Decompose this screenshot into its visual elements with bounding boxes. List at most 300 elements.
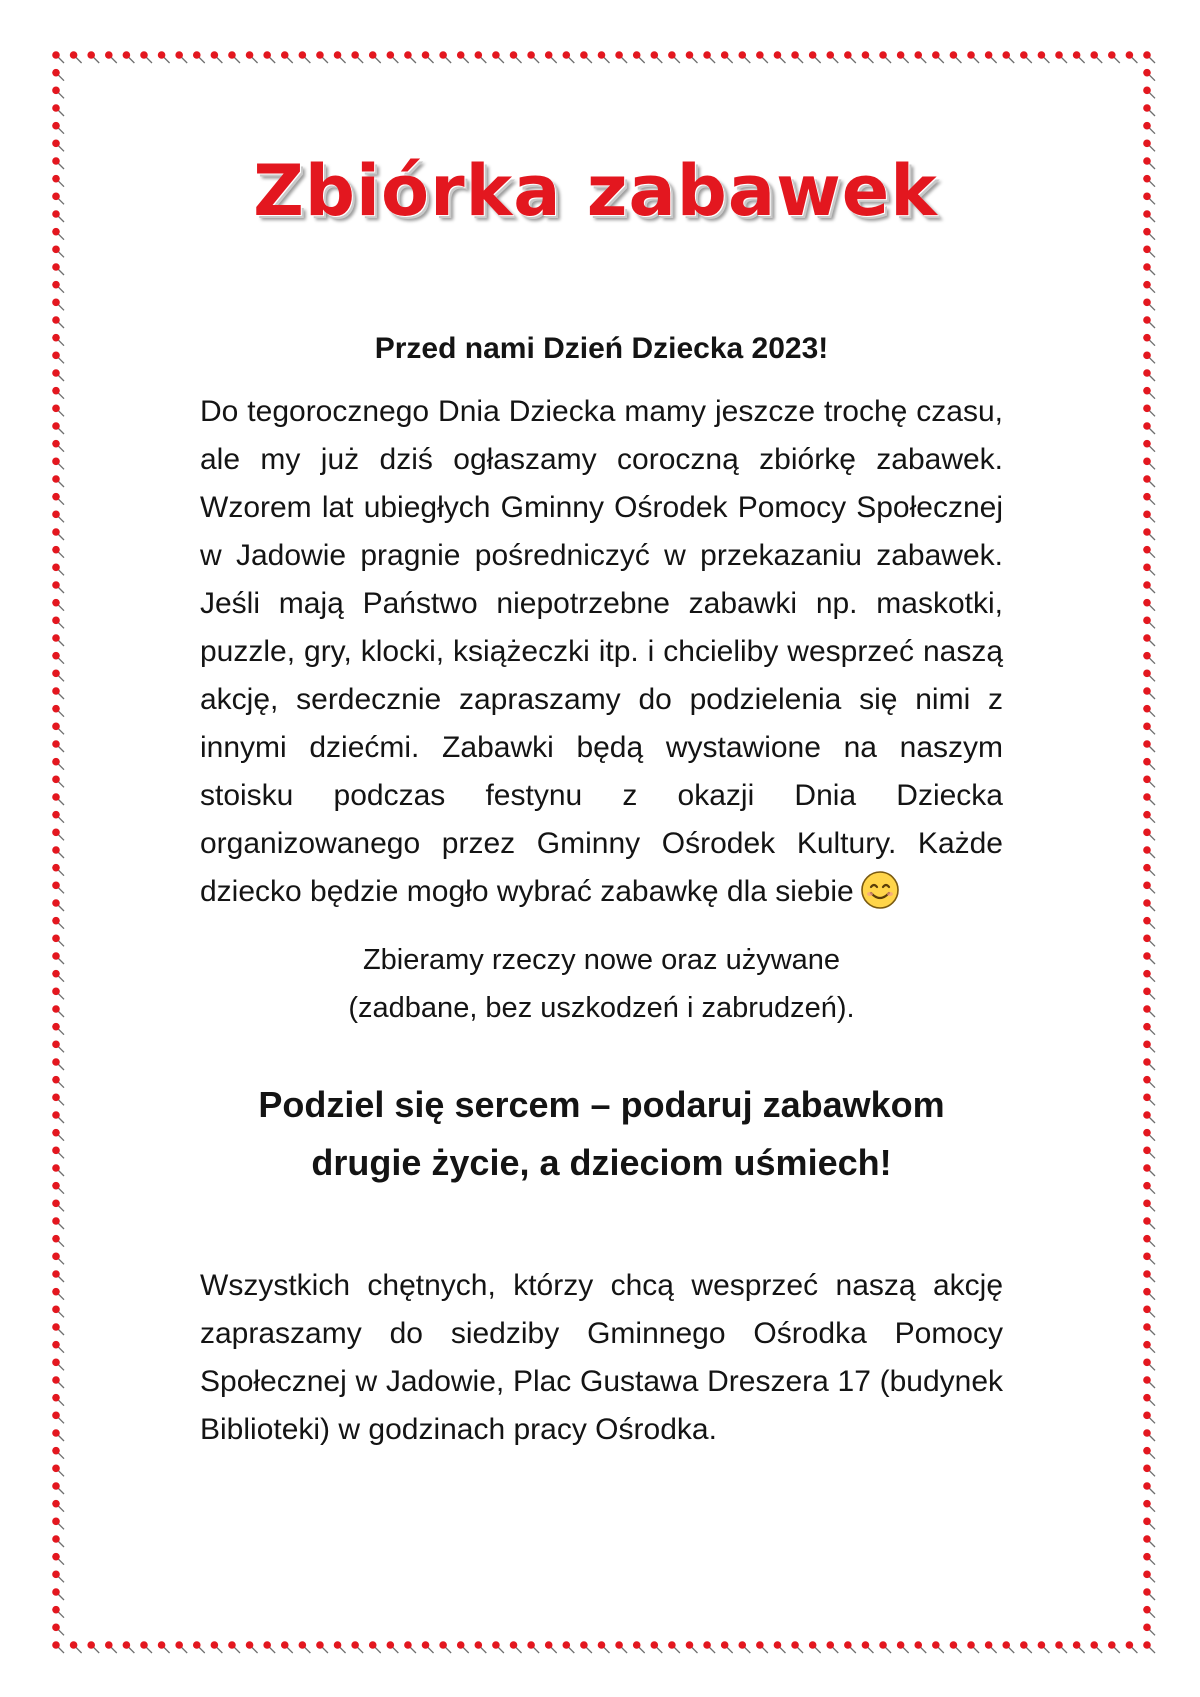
lollipop-dot bbox=[1108, 1641, 1120, 1653]
lollipop-dot bbox=[862, 1641, 874, 1653]
lollipop-dot bbox=[809, 1641, 821, 1653]
lollipop-dot bbox=[52, 1588, 64, 1600]
lollipop-dot bbox=[52, 387, 64, 399]
lollipop-dot bbox=[52, 493, 64, 505]
lollipop-dot bbox=[1090, 51, 1102, 63]
lollipop-dot bbox=[52, 1005, 64, 1017]
lollipop-dot bbox=[404, 1641, 416, 1653]
lollipop-dot bbox=[52, 1641, 64, 1653]
lollipop-dot bbox=[457, 51, 469, 63]
lollipop-dot bbox=[1143, 69, 1155, 81]
lollipop-dot bbox=[1143, 1394, 1155, 1406]
lollipop-dot bbox=[228, 51, 240, 63]
lollipop-dot bbox=[774, 1641, 786, 1653]
lollipop-dot bbox=[1143, 1359, 1155, 1371]
lollipop-dot bbox=[52, 1500, 64, 1512]
lollipop-dot bbox=[1143, 1429, 1155, 1441]
lollipop-dot bbox=[52, 422, 64, 434]
lollipop-dot bbox=[1143, 228, 1155, 240]
lollipop-dot bbox=[1143, 1553, 1155, 1565]
lollipop-dot bbox=[633, 1641, 645, 1653]
lollipop-dot bbox=[1143, 776, 1155, 788]
poster-title: Zbiórka zabawek bbox=[253, 150, 938, 232]
lollipop-dot bbox=[334, 51, 346, 63]
lollipop-dot bbox=[1143, 1235, 1155, 1247]
closing-paragraph: Wszystkich chętnych, którzy chcą wesprzeć naszą akcję zapraszamy do siedziby Gminnego Ośrodka Pomocy Społecznej w Jadowie, Plac Gustawa Dreszera 17 (budynek Biblioteki) w godzinach pracy Ośrodka. bbox=[200, 1269, 1003, 1446]
lollipop-dot bbox=[826, 1641, 838, 1653]
lollipop-dot bbox=[52, 1341, 64, 1353]
lollipop-dot bbox=[52, 51, 64, 63]
lollipop-dot bbox=[52, 811, 64, 823]
lollipop-dot bbox=[1143, 1129, 1155, 1141]
lollipop-dot bbox=[52, 1253, 64, 1265]
lollipop-dot bbox=[52, 511, 64, 523]
lollipop-dot bbox=[1143, 970, 1155, 982]
lollipop-dot bbox=[1143, 1341, 1155, 1353]
lollipop-dot bbox=[879, 51, 891, 63]
lollipop-dot bbox=[1055, 51, 1067, 63]
lollipop-dot bbox=[52, 316, 64, 328]
lollipop-dot bbox=[1143, 334, 1155, 346]
lollipop-dot bbox=[1143, 829, 1155, 841]
lollipop-dot bbox=[52, 1359, 64, 1371]
lollipop-dot bbox=[615, 1641, 627, 1653]
lollipop-dot bbox=[52, 1235, 64, 1247]
lollipop-dot bbox=[52, 634, 64, 646]
lollipop-dot bbox=[1143, 599, 1155, 611]
lollipop-dot bbox=[1143, 1164, 1155, 1176]
lollipop-dot bbox=[1126, 1641, 1138, 1653]
lollipop-dot bbox=[914, 1641, 926, 1653]
lollipop-dot bbox=[1143, 564, 1155, 576]
lollipop-dot bbox=[52, 193, 64, 205]
lollipop-dot bbox=[52, 1288, 64, 1300]
lollipop-dot bbox=[1143, 917, 1155, 929]
lollipop-dot bbox=[52, 1111, 64, 1123]
lollipop-dot bbox=[1143, 193, 1155, 205]
lollipop-dot bbox=[563, 51, 575, 63]
lollipop-dot bbox=[1143, 104, 1155, 116]
lollipop-dot bbox=[52, 104, 64, 116]
lollipop-dot bbox=[52, 988, 64, 1000]
poster-content bbox=[200, 150, 1003, 1454]
lollipop-dot bbox=[1143, 1571, 1155, 1583]
lollipop-dot bbox=[52, 1482, 64, 1494]
lollipop-dot bbox=[1073, 1641, 1085, 1653]
lollipop-dot bbox=[281, 51, 293, 63]
lollipop-dot bbox=[158, 1641, 170, 1653]
lollipop-dot bbox=[439, 51, 451, 63]
lollipop-dot bbox=[668, 1641, 680, 1653]
lollipop-dot bbox=[809, 51, 821, 63]
lollipop-dot bbox=[545, 51, 557, 63]
lollipop-dot bbox=[1143, 1182, 1155, 1194]
lollipop-dot bbox=[123, 51, 135, 63]
lollipop-dot bbox=[1143, 617, 1155, 629]
lollipop-dot bbox=[52, 1429, 64, 1441]
lollipop-dot bbox=[650, 51, 662, 63]
lollipop-dot bbox=[1143, 87, 1155, 99]
lollipop-dot bbox=[1143, 882, 1155, 894]
lollipop-dot bbox=[52, 1147, 64, 1159]
smiley-face-icon bbox=[860, 870, 900, 910]
lollipop-dot bbox=[105, 51, 117, 63]
lollipop-dot bbox=[52, 1094, 64, 1106]
lollipop-dot bbox=[914, 51, 926, 63]
lollipop-dot bbox=[52, 882, 64, 894]
lollipop-dot bbox=[52, 1571, 64, 1583]
lollipop-dot bbox=[263, 51, 275, 63]
lollipop-dot bbox=[1143, 1482, 1155, 1494]
lollipop-dot bbox=[52, 1041, 64, 1053]
lollipop-dot bbox=[1143, 1412, 1155, 1424]
lollipop-dot bbox=[316, 51, 328, 63]
lollipop-dot bbox=[87, 51, 99, 63]
lollipop-dot bbox=[1143, 246, 1155, 258]
lollipop-dot bbox=[1143, 1606, 1155, 1618]
lollipop-dot bbox=[52, 670, 64, 682]
lollipop-dot bbox=[492, 51, 504, 63]
lollipop-dot bbox=[527, 1641, 539, 1653]
lollipop-dot bbox=[52, 1200, 64, 1212]
lollipop-dot bbox=[686, 1641, 698, 1653]
lollipop-dot bbox=[52, 705, 64, 717]
lollipop-dot bbox=[492, 1641, 504, 1653]
lollipop-dot bbox=[1143, 1270, 1155, 1282]
lollipop-dot bbox=[1143, 1023, 1155, 1035]
lollipop-dot bbox=[52, 1394, 64, 1406]
lollipop-dot bbox=[1108, 51, 1120, 63]
lollipop-dot bbox=[52, 140, 64, 152]
lollipop-dot bbox=[1143, 952, 1155, 964]
lollipop-dot bbox=[52, 1518, 64, 1530]
lollipop-dot bbox=[1002, 51, 1014, 63]
lollipop-dot bbox=[1143, 740, 1155, 752]
lollipop-dot bbox=[422, 51, 434, 63]
lollipop-dot bbox=[52, 1465, 64, 1477]
lollipop-dot bbox=[457, 1641, 469, 1653]
lollipop-dot bbox=[52, 157, 64, 169]
lollipop-dot bbox=[140, 1641, 152, 1653]
lollipop-dot bbox=[87, 1641, 99, 1653]
lollipop-dot bbox=[1143, 793, 1155, 805]
lollipop-dot bbox=[52, 864, 64, 876]
lollipop-dot bbox=[756, 1641, 768, 1653]
lollipop-dot bbox=[756, 51, 768, 63]
lollipop-dot bbox=[52, 599, 64, 611]
lollipop-dot bbox=[721, 1641, 733, 1653]
lollipop-dot bbox=[598, 1641, 610, 1653]
lollipop-dot bbox=[52, 899, 64, 911]
lollipop-dot bbox=[1143, 652, 1155, 664]
lollipop-dot bbox=[1143, 387, 1155, 399]
lollipop-dot bbox=[246, 51, 258, 63]
lollipop-dot bbox=[52, 87, 64, 99]
lollipop-dot bbox=[246, 1641, 258, 1653]
lollipop-dot bbox=[580, 1641, 592, 1653]
lollipop-dot bbox=[52, 652, 64, 664]
lollipop-dot bbox=[193, 1641, 205, 1653]
lollipop-dot bbox=[897, 1641, 909, 1653]
lollipop-dot bbox=[1143, 1288, 1155, 1300]
lollipop-dot bbox=[1143, 422, 1155, 434]
lollipop-dot bbox=[52, 1023, 64, 1035]
lollipop-dot bbox=[1143, 511, 1155, 523]
lollipop-dot bbox=[1143, 723, 1155, 735]
lollipop-dot bbox=[70, 51, 82, 63]
lollipop-dot bbox=[1143, 1058, 1155, 1070]
lollipop-dot bbox=[52, 69, 64, 81]
lollipop-dot bbox=[1143, 864, 1155, 876]
lollipop-dot bbox=[1143, 1588, 1155, 1600]
lollipop-dot bbox=[52, 1164, 64, 1176]
lollipop-dot bbox=[263, 1641, 275, 1653]
lollipop-dot bbox=[1143, 1624, 1155, 1636]
lollipop-dot bbox=[1143, 758, 1155, 770]
lollipop-dot bbox=[52, 776, 64, 788]
lollipop-dot bbox=[1143, 1005, 1155, 1017]
lollipop-dot bbox=[615, 51, 627, 63]
lollipop-dot bbox=[703, 1641, 715, 1653]
lollipop-dot bbox=[721, 51, 733, 63]
lollipop-dot bbox=[950, 1641, 962, 1653]
lollipop-dot bbox=[1143, 1253, 1155, 1265]
lollipop-dot bbox=[1143, 440, 1155, 452]
lollipop-dot bbox=[1143, 316, 1155, 328]
lollipop-dot bbox=[52, 405, 64, 417]
lollipop-dot bbox=[1143, 157, 1155, 169]
lollipop-dot bbox=[1143, 581, 1155, 593]
lollipop-dot bbox=[1143, 475, 1155, 487]
lollipop-dot bbox=[52, 175, 64, 187]
lollipop-dot bbox=[510, 1641, 522, 1653]
lollipop-dot bbox=[527, 51, 539, 63]
lollipop-dot bbox=[1143, 687, 1155, 699]
lollipop-dot bbox=[52, 1553, 64, 1565]
lollipop-dot bbox=[52, 299, 64, 311]
lollipop-dot bbox=[52, 846, 64, 858]
lollipop-dot bbox=[52, 758, 64, 770]
lollipop-dot bbox=[52, 723, 64, 735]
lollipop-dot bbox=[1143, 634, 1155, 646]
lollipop-dot bbox=[1090, 1641, 1102, 1653]
lollipop-dot bbox=[738, 51, 750, 63]
lollipop-dot bbox=[299, 1641, 311, 1653]
lollipop-dot bbox=[52, 917, 64, 929]
lollipop-dot bbox=[1143, 1465, 1155, 1477]
lollipop-dot bbox=[52, 1606, 64, 1618]
lollipop-dot bbox=[686, 51, 698, 63]
lollipop-dot bbox=[1143, 546, 1155, 558]
lollipop-dot bbox=[598, 51, 610, 63]
lollipop-dot bbox=[1073, 51, 1085, 63]
lollipop-dot bbox=[1143, 405, 1155, 417]
lollipop-dot bbox=[1143, 493, 1155, 505]
lollipop-dot bbox=[1143, 846, 1155, 858]
lollipop-dot bbox=[387, 1641, 399, 1653]
lollipop-dot bbox=[791, 51, 803, 63]
lollipop-dot bbox=[52, 581, 64, 593]
lollipop-dot bbox=[1020, 1641, 1032, 1653]
lollipop-dot bbox=[563, 1641, 575, 1653]
lollipop-dot bbox=[52, 793, 64, 805]
lollipop-dot bbox=[1143, 369, 1155, 381]
lollipop-dot bbox=[52, 440, 64, 452]
lollipop-dot bbox=[1143, 811, 1155, 823]
lollipop-dot bbox=[228, 1641, 240, 1653]
slogan bbox=[222, 1076, 982, 1192]
lollipop-dot bbox=[1143, 1094, 1155, 1106]
lollipop-dot bbox=[1143, 299, 1155, 311]
lollipop-dot bbox=[1143, 51, 1155, 63]
lollipop-dot bbox=[1020, 51, 1032, 63]
intro-text: Do tegorocznego Dnia Dziecka mamy jeszcze trochę czasu, ale my już dziś ogłaszamy coroczną zbiórkę zabawek. Wzorem lat ubiegłych Gminny Ośrodek Pomocy Społecznej w Jadowie pragnie pośredniczyć w przekazaniu zabawek. Jeśli mają Państwo niepotrzebne zabawki np. maskotki, puzzle, gry, klocki, książeczki itp. i chcieliby wesprzeć naszą akcję, serdecznie zapraszamy do podzielenia się nimi z innymi dziećmi. Zabawki będą wystawione na naszym stoisku podczas festynu z okazji Dnia Dziecka organizowanego przez Gminny Ośrodek Kultury. Każde dziecko będzie mogło wybrać zabawkę dla siebie bbox=[200, 395, 1003, 908]
lollipop-dot bbox=[158, 51, 170, 63]
lollipop-dot bbox=[1126, 51, 1138, 63]
lollipop-dot bbox=[950, 51, 962, 63]
lollipop-dot bbox=[175, 1641, 187, 1653]
lollipop-dot bbox=[1143, 670, 1155, 682]
lollipop-dot bbox=[52, 122, 64, 134]
lollipop-dot bbox=[791, 1641, 803, 1653]
lollipop-dot bbox=[510, 51, 522, 63]
lollipop-dot bbox=[985, 1641, 997, 1653]
lollipop-dot bbox=[650, 1641, 662, 1653]
lollipop-dot bbox=[52, 334, 64, 346]
lollipop-dot bbox=[1143, 1447, 1155, 1459]
lollipop-dot bbox=[862, 51, 874, 63]
poster-subtitle: Przed nami Dzień Dziecka 2023! bbox=[374, 332, 829, 365]
lollipop-dot bbox=[334, 1641, 346, 1653]
lollipop-dot bbox=[1143, 175, 1155, 187]
lollipop-dot bbox=[52, 369, 64, 381]
lollipop-dot bbox=[369, 51, 381, 63]
lollipop-dot bbox=[1143, 281, 1155, 293]
lollipop-dot bbox=[1143, 1076, 1155, 1088]
lollipop-dot bbox=[1143, 1111, 1155, 1123]
lollipop-dot bbox=[281, 1641, 293, 1653]
lollipop-dot bbox=[52, 1182, 64, 1194]
lollipop-dot bbox=[52, 1447, 64, 1459]
lollipop-dot bbox=[1002, 1641, 1014, 1653]
lollipop-dot bbox=[52, 970, 64, 982]
lollipop-dot bbox=[1143, 899, 1155, 911]
slogan-line-2: drugie życie, a dzieciom uśmiech! bbox=[311, 1142, 892, 1183]
lollipop-dot bbox=[299, 51, 311, 63]
lollipop-dot bbox=[1143, 122, 1155, 134]
lollipop-dot bbox=[932, 1641, 944, 1653]
lollipop-dot bbox=[1143, 210, 1155, 222]
lollipop-dot bbox=[580, 51, 592, 63]
lollipop-dot bbox=[1143, 528, 1155, 540]
lollipop-dot bbox=[1143, 1376, 1155, 1388]
lollipop-dot bbox=[844, 51, 856, 63]
lollipop-dot bbox=[52, 740, 64, 752]
lollipop-dot bbox=[1143, 1200, 1155, 1212]
lollipop-dot bbox=[1143, 1041, 1155, 1053]
note-line-1: Zbieramy rzeczy nowe oraz używane bbox=[362, 944, 841, 976]
lollipop-dot bbox=[967, 51, 979, 63]
lollipop-dot bbox=[1143, 1306, 1155, 1318]
lollipop-dot bbox=[1143, 1518, 1155, 1530]
lollipop-dot bbox=[844, 1641, 856, 1653]
lollipop-dot bbox=[668, 51, 680, 63]
lollipop-dot bbox=[1143, 988, 1155, 1000]
lollipop-dot bbox=[52, 1535, 64, 1547]
lollipop-dot bbox=[1143, 1323, 1155, 1335]
lollipop-dot bbox=[52, 1624, 64, 1636]
lollipop-dot bbox=[52, 1270, 64, 1282]
lollipop-dot bbox=[175, 51, 187, 63]
lollipop-dot bbox=[105, 1641, 117, 1653]
lollipop-dot bbox=[70, 1641, 82, 1653]
lollipop-dot bbox=[967, 1641, 979, 1653]
lollipop-dot bbox=[879, 1641, 891, 1653]
lollipop-dot bbox=[52, 528, 64, 540]
lollipop-dot bbox=[52, 1076, 64, 1088]
lollipop-dot bbox=[703, 51, 715, 63]
lollipop-dot bbox=[1143, 140, 1155, 152]
lollipop-dot bbox=[52, 210, 64, 222]
lollipop-dot bbox=[826, 51, 838, 63]
lollipop-dot bbox=[52, 475, 64, 487]
lollipop-dot bbox=[52, 1058, 64, 1070]
lollipop-dot bbox=[52, 617, 64, 629]
lollipop-dot bbox=[52, 263, 64, 275]
lollipop-dot bbox=[1143, 935, 1155, 947]
lollipop-dot bbox=[211, 1641, 223, 1653]
slogan-line-1: Podziel się sercem – podaruj zabawkom bbox=[258, 1084, 945, 1125]
lollipop-dot bbox=[475, 1641, 487, 1653]
lollipop-dot bbox=[1143, 1500, 1155, 1512]
lollipop-dot bbox=[52, 458, 64, 470]
lollipop-dot bbox=[633, 51, 645, 63]
lollipop-dot bbox=[52, 352, 64, 364]
lollipop-dot bbox=[52, 1376, 64, 1388]
lollipop-dot bbox=[369, 1641, 381, 1653]
lollipop-dot bbox=[475, 51, 487, 63]
note-line-2: (zadbane, bez uszkodzeń i zabrudzeń). bbox=[348, 992, 855, 1024]
lollipop-dot bbox=[52, 281, 64, 293]
lollipop-dot bbox=[52, 1412, 64, 1424]
lollipop-dot bbox=[387, 51, 399, 63]
lollipop-dot bbox=[1143, 1217, 1155, 1229]
lollipop-dot bbox=[404, 51, 416, 63]
lollipop-dot bbox=[1143, 458, 1155, 470]
lollipop-dot bbox=[52, 546, 64, 558]
lollipop-dot bbox=[52, 952, 64, 964]
lollipop-dot bbox=[52, 687, 64, 699]
lollipop-dot bbox=[422, 1641, 434, 1653]
lollipop-dot bbox=[985, 51, 997, 63]
lollipop-dot bbox=[52, 564, 64, 576]
lollipop-dot bbox=[316, 1641, 328, 1653]
lollipop-dot bbox=[1143, 352, 1155, 364]
lollipop-dot bbox=[1143, 1147, 1155, 1159]
collection-note bbox=[302, 936, 902, 1032]
lollipop-dot bbox=[897, 51, 909, 63]
lollipop-dot bbox=[351, 1641, 363, 1653]
lollipop-dot bbox=[1038, 51, 1050, 63]
lollipop-dot bbox=[1055, 1641, 1067, 1653]
lollipop-dot bbox=[52, 829, 64, 841]
lollipop-dot bbox=[52, 228, 64, 240]
lollipop-dot bbox=[52, 1217, 64, 1229]
lollipop-dot bbox=[52, 1306, 64, 1318]
intro-paragraph bbox=[200, 388, 1003, 916]
lollipop-dot bbox=[1143, 705, 1155, 717]
lollipop-dot bbox=[52, 246, 64, 258]
